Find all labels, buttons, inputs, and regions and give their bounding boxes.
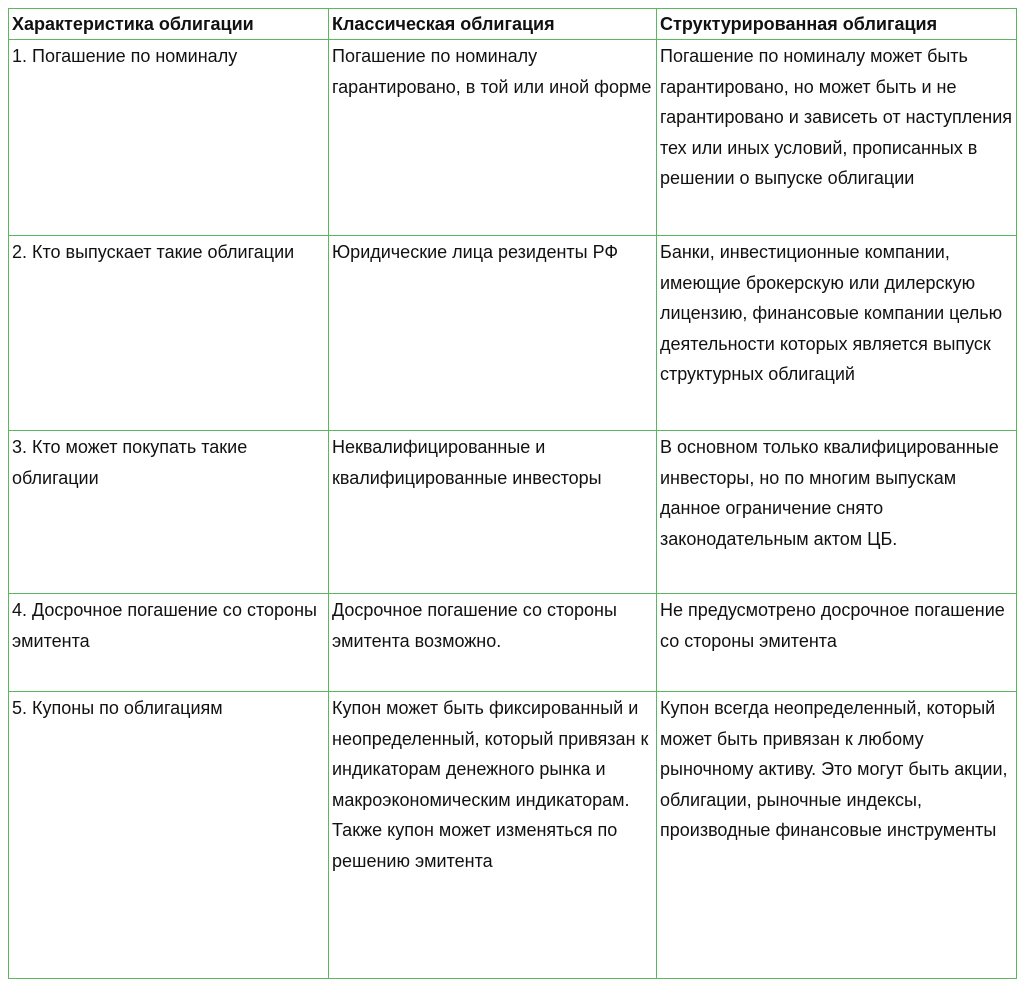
bond-comparison-table — [8, 8, 1017, 979]
structured-text: Банки, инвестиционные компании, имеющие брокерскую или дилерскую лицензию, финансовые компании целью деятельности которых является выпуск структурных облигаций — [660, 242, 1003, 385]
classic-cell — [329, 692, 657, 979]
classic-cell — [329, 431, 657, 594]
feature-cell — [9, 692, 329, 979]
table-row — [9, 236, 1017, 431]
table-row — [9, 594, 1017, 692]
structured-text: Погашение по номиналу может быть гарантировано, но может быть и не гарантировано и зависеть от наступления тех или иных условий, прописанных в решении о выпуске облигации — [660, 46, 1013, 189]
structured-cell — [657, 40, 1017, 236]
feature-text: 4. Досрочное погашение со стороны эмитента — [12, 600, 317, 651]
feature-text: 2. Кто выпускает такие облигации — [12, 242, 295, 262]
classic-cell — [329, 236, 657, 431]
table-body — [9, 40, 1017, 979]
feature-text: 3. Кто может покупать такие облигации — [12, 437, 248, 488]
table-row — [9, 692, 1017, 979]
feature-cell — [9, 236, 329, 431]
structured-cell — [657, 431, 1017, 594]
classic-text: Неквалифицированные и квалифицированные инвесторы — [332, 437, 602, 488]
structured-cell — [657, 692, 1017, 979]
structured-text: В основном только квалифицированные инвесторы, но по многим выпускам данное ограничение снято законодательным актом ЦБ. — [660, 437, 999, 549]
classic-cell — [329, 40, 657, 236]
feature-text: 5. Купоны по облигациям — [12, 698, 223, 718]
classic-text: Купон может быть фиксированный и неопределенный, который привязан к индикаторам денежного рынка и макроэкономическим индикаторам. Также купон может изменяться по решению эмитента — [332, 698, 649, 871]
feature-text: 1. Погашение по номиналу — [12, 46, 238, 66]
classic-cell — [329, 594, 657, 692]
structured-text: Не предусмотрено досрочное погашение со стороны эмитента — [660, 600, 1005, 651]
classic-text: Юридические лица резиденты РФ — [332, 242, 619, 262]
feature-cell — [9, 431, 329, 594]
feature-cell — [9, 594, 329, 692]
classic-text: Досрочное погашение со стороны эмитента возможно. — [332, 600, 617, 651]
feature-cell — [9, 40, 329, 236]
header-structured-bond: Структурированная облигация — [657, 9, 1017, 40]
structured-cell — [657, 594, 1017, 692]
table-row — [9, 40, 1017, 236]
header-classic-bond: Классическая облигация — [329, 9, 657, 40]
classic-text: Погашение по номиналу гарантировано, в той или иной форме — [332, 46, 652, 97]
table-row — [9, 431, 1017, 594]
table-header — [9, 9, 1017, 40]
header-row — [9, 9, 1017, 40]
structured-text: Купон всегда неопределенный, который может быть привязан к любому рыночному активу. Это могут быть акции, облигации, рыночные индексы, производные финансовые инструменты — [660, 698, 1008, 841]
header-feature: Характеристика облигации — [9, 9, 329, 40]
structured-cell — [657, 236, 1017, 431]
